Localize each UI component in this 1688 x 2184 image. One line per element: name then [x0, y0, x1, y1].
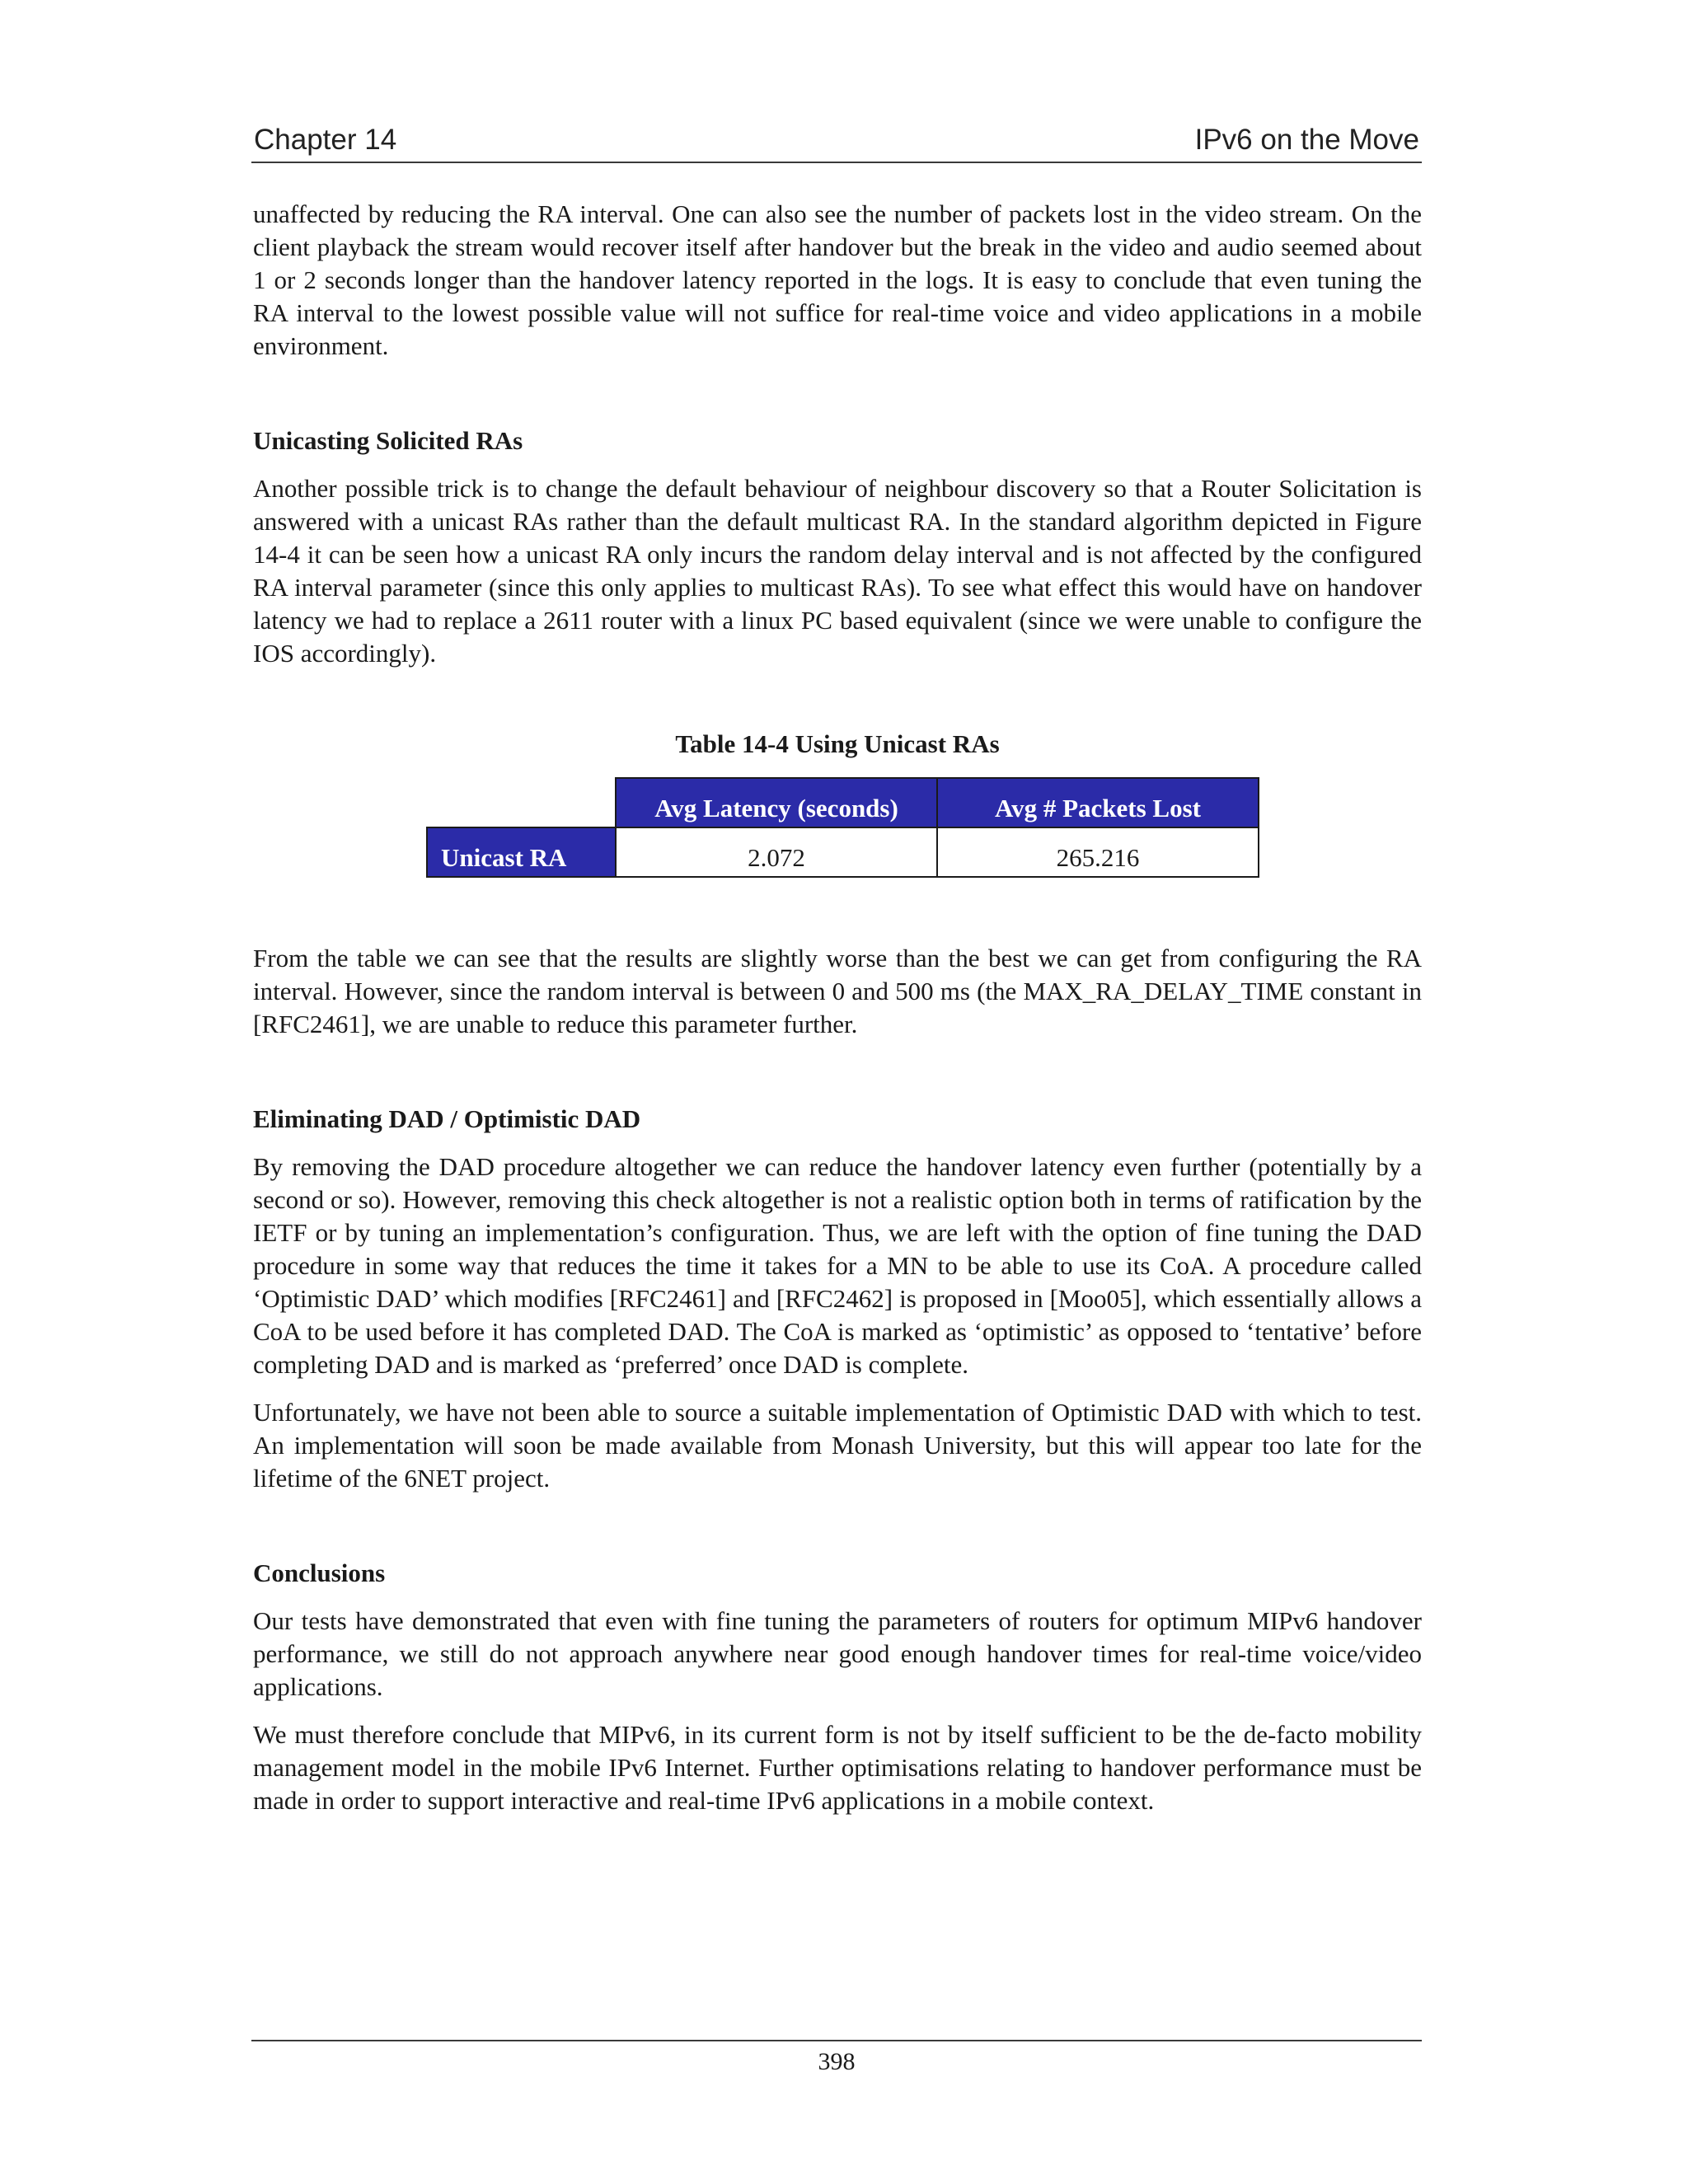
cell-latency: 2.072 — [616, 827, 937, 877]
page-footer — [251, 2040, 1422, 2076]
paragraph-6: Our tests have demonstrated that even with fine tuning the parameters of routers for optimum MIPv6 handover performance, we still do not approach anywhere near good enough handover times for real-time voice/video applications. — [253, 1606, 1422, 1701]
page-body — [253, 198, 1422, 1817]
paragraph-1: unaffected by reducing the RA interval. One can also see the number of packets lost in the video stream. On the client playback the stream would recover itself after handover but the break in the video and audio seemed about 1 or 2 seconds longer than the handover latency reported in the logs. It is easy to conclude that even tuning the RA interval to the lowest possible value will not suffice for real-time voice and video applications in a mobile environment. — [253, 199, 1422, 360]
page-header — [251, 124, 1422, 163]
table-corner — [427, 778, 616, 827]
table-header-row — [427, 778, 1259, 827]
paragraph-2: Another possible trick is to change the default behaviour of neighbour discovery so that a Router Solicitation is answered with a unicast RAs rather than the default multicast RA. In the standard algorithm depicted in Figure 14-4 it can be seen how a unicast RA only incurs the random delay interval and is not affected by the configured RA interval parameter (since this only applies to multicast RAs). To see what effect this would have on handover latency we had to replace a 2611 router with a linux PC based equivalent (since we were unable to configure the IOS accordingly). — [253, 474, 1422, 668]
paragraph-3: From the table we can see that the results are slightly worse than the best we can get from configuring the RA interval. However, since the random interval is between 0 and 500 ms (the MAX_RA_DELAY_TIME constant in [RFC2461], we are unable to reduce this parameter further. — [253, 944, 1422, 1038]
section-heading-conclusions: Conclusions — [253, 1558, 386, 1587]
chapter-title: IPv6 on the Move — [1194, 124, 1419, 156]
section-heading-unicast: Unicasting Solicited RAs — [253, 426, 523, 455]
cell-packets: 265.216 — [937, 827, 1259, 877]
paragraph-7: We must therefore conclude that MIPv6, in its current form is not by itself sufficient to be the de-facto mobility management model in the mobile IPv6 Internet. Further optimisations relating to handover performance must be made in order to support interactive and real-time IPv6 applications in a mobile context. — [253, 1720, 1422, 1815]
paragraph-5: Unfortunately, we have not been able to source a suitable implementation of Optimistic DAD with which to test. An implementation will soon be made available from Monash University, but this will appear too late for the lifetime of the 6NET project. — [253, 1398, 1422, 1493]
chapter-label: Chapter 14 — [254, 124, 397, 156]
section-heading-dad: Eliminating DAD / Optimistic DAD — [253, 1104, 641, 1133]
column-header-latency: Avg Latency (seconds) — [616, 778, 937, 827]
table-caption: Table 14-4 Using Unicast RAs — [675, 729, 1000, 758]
column-header-packets: Avg # Packets Lost — [937, 778, 1259, 827]
row-header-unicast: Unicast RA — [427, 827, 616, 877]
table-row — [427, 827, 1259, 877]
results-table — [426, 777, 1259, 878]
page-number: 398 — [818, 2048, 856, 2075]
paragraph-4: By removing the DAD procedure altogether we can reduce the handover latency even further (potentially by a second or so). However, removing this check altogether is not a realistic option both in terms of ratification by the IETF or by tuning an implementation’s configuration. Thus, we are left with the option of fine tuning the DAD procedure in some way that reduces the time it takes for a MN to be able to use its CoA. A procedure called ‘Optimistic DAD’ which modifies [RFC2461] and [RFC2462] is proposed in [Moo05], which essentially allows a CoA to be used before it has completed DAD. The CoA is marked as ‘optimistic’ as opposed to ‘tentative’ before completing DAD and is marked as ‘preferred’ once DAD is complete. — [253, 1152, 1422, 1379]
